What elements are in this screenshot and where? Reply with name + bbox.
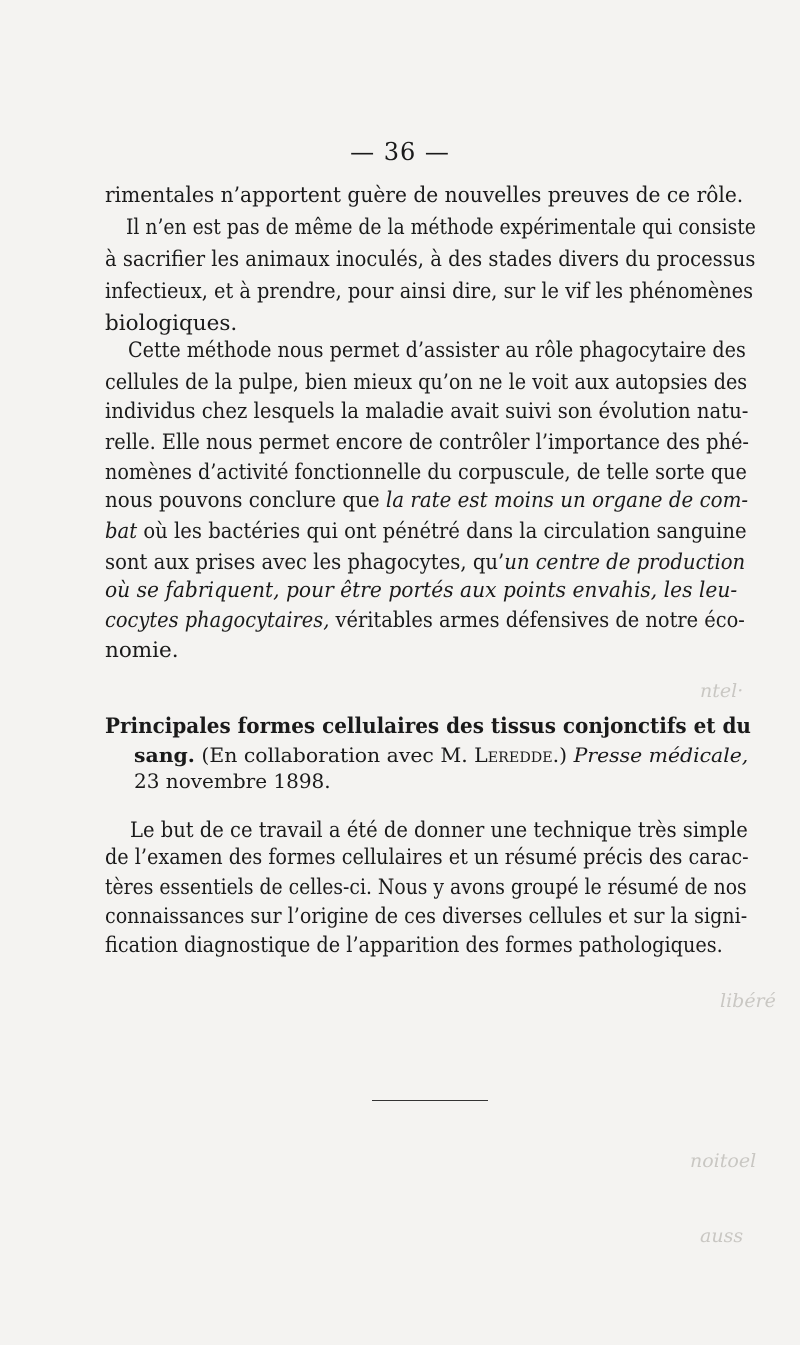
bleed-through-ghost: libéré [720, 990, 776, 1012]
entry-citation [134, 745, 748, 765]
text-line: cellules de la pulpe, bien mieux qu’on ne le voit aux autopsies des [105, 370, 748, 395]
text-span: sont aux prises avec les phagocytes, qu’ [105, 550, 505, 575]
page-number: — 36 — [350, 138, 450, 166]
italic-span: bat [105, 519, 138, 544]
author-name: Leredde [474, 743, 553, 767]
text-line [105, 610, 745, 632]
text-span: nous pouvons conclure que [105, 488, 386, 513]
entry-title: Principales formes cellulaires des tissus conjonctifs et du [105, 714, 751, 739]
text-line: Cette méthode nous permet d’assister au rôle phagocytaire des [128, 338, 746, 363]
text-span: (En collaboration avec M. [194, 743, 475, 767]
text-line [105, 552, 745, 574]
text-line: Il n’en est pas de même de la méthode expérimentale qui consiste [126, 215, 756, 240]
text-line: connaissances sur l’origine de ces diverses cellules et sur la signi- [105, 904, 748, 929]
text-line: fication diagnostique de l’apparition des formes pathologiques. [105, 933, 723, 958]
text-line: Le but de ce travail a été de donner une technique très simple [130, 818, 748, 843]
entry-date: 23 novembre 1898. [134, 769, 331, 793]
section-divider-rule [372, 1100, 488, 1101]
text-line: où se fabriquent, pour être portés aux points envahis, les leu- [105, 578, 738, 603]
text-line [105, 521, 747, 543]
text-line: à sacrifier les animaux inoculés, à des stades divers du processus [105, 247, 756, 272]
text-line: rimentales n’apportent guère de nouvelles preuves de ce rôle. [105, 183, 744, 208]
journal-name: Presse médicale, [573, 743, 749, 767]
text-line [105, 490, 748, 512]
italic-span: la rate est moins un organe de com- [385, 488, 749, 513]
text-line: relle. Elle nous permet encore de contrôler l’importance des phé- [105, 430, 749, 455]
text-span: où les bactéries qui ont pénétré dans la circulation sanguine [137, 519, 747, 544]
text-line: infectieux, et à prendre, pour ainsi dire, sur le vif les phénomènes [105, 279, 754, 304]
text-line: nomie. [105, 638, 179, 663]
entry-title-end: sang. [134, 743, 195, 767]
italic-span: un centre de production [504, 550, 746, 575]
italic-span: cocytes phagocytaires, [105, 608, 330, 633]
text-line: biologiques. [105, 311, 238, 336]
text-span: .) [552, 743, 574, 767]
text-line: tères essentiels de celles-ci. Nous y avons groupé le résumé de nos [105, 875, 747, 900]
text-line: de l’examen des formes cellulaires et un résumé précis des carac- [105, 845, 749, 870]
bleed-through-ghost: ntel· [700, 680, 744, 702]
text-line: individus chez lesquels la maladie avait suivi son évolution natu- [105, 399, 749, 424]
bleed-through-ghost: noitoel [690, 1150, 757, 1172]
text-line: nomènes d’activité fonctionnelle du corpuscule, de telle sorte que [105, 460, 747, 485]
text-span: véritables armes défensives de notre éco- [329, 608, 745, 633]
bleed-through-ghost: auss [700, 1225, 744, 1247]
